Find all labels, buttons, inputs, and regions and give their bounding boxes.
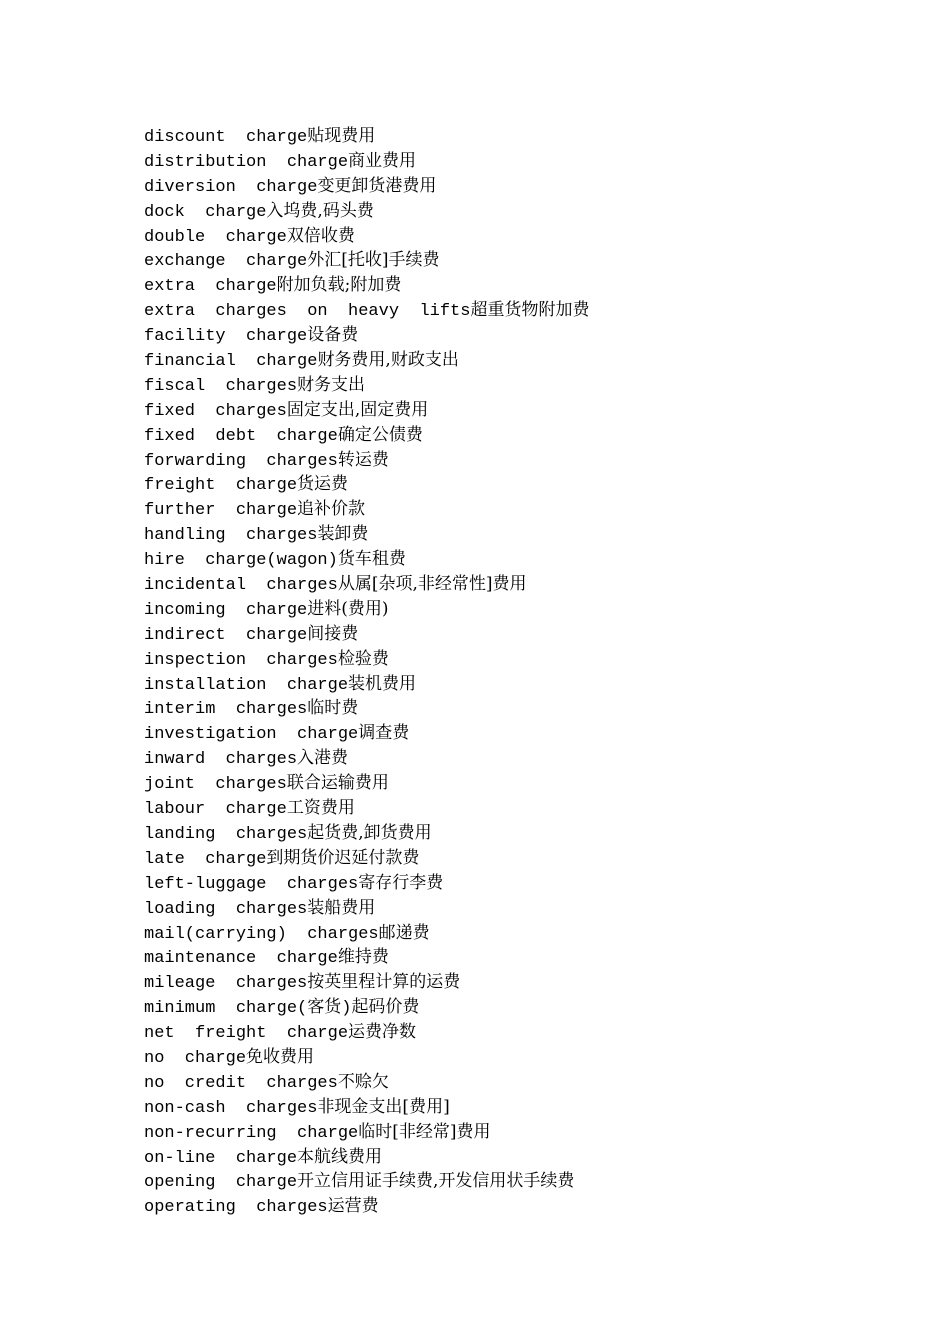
english-term: on-line charge	[144, 1148, 298, 1168]
chinese-translation: 装卸费	[317, 524, 369, 545]
glossary-entry	[144, 896, 589, 921]
chinese-translation: 入坞费,码头费	[266, 200, 374, 221]
english-term: distribution charge	[144, 152, 349, 172]
glossary-entry	[144, 721, 589, 746]
glossary-entry	[144, 248, 589, 273]
chinese-translation: 运营费	[327, 1196, 379, 1217]
chinese-translation: 调查费	[358, 723, 410, 744]
english-term: inspection charges	[144, 650, 338, 670]
chinese-translation: 商业费用	[348, 150, 417, 171]
chinese-translation: 检验费	[337, 648, 389, 669]
english-term: no credit charges	[144, 1073, 338, 1093]
glossary-entry	[144, 174, 589, 199]
glossary-entry	[144, 273, 589, 298]
glossary-entry	[144, 423, 589, 448]
chinese-translation: 联合运输费用	[286, 773, 389, 794]
english-term: opening charge	[144, 1173, 298, 1193]
english-term: dock charge	[144, 202, 267, 222]
chinese-translation: 临时[非经常]费用	[358, 1121, 491, 1142]
english-term: indirect charge	[144, 625, 308, 645]
glossary-entry	[144, 1070, 589, 1095]
chinese-translation: 非现金支出[费用]	[317, 1096, 450, 1117]
glossary-entry	[144, 771, 589, 796]
glossary-entry	[144, 746, 589, 771]
glossary-entry	[144, 572, 589, 597]
english-term: double charge	[144, 227, 287, 247]
chinese-translation: 进料(费用)	[307, 598, 389, 619]
english-term: non-recurring charge	[144, 1123, 359, 1143]
english-term: operating charges	[144, 1198, 328, 1218]
chinese-translation: 装机费用	[348, 673, 417, 694]
chinese-translation: 邮递费	[378, 922, 430, 943]
glossary-entry	[144, 547, 589, 572]
chinese-translation: 固定支出,固定费用	[286, 399, 429, 420]
english-term: left-luggage charges	[144, 874, 359, 894]
glossary-entry	[144, 124, 589, 149]
english-term: extra charges on heavy lifts	[144, 302, 471, 322]
chinese-translation: 货运费	[297, 474, 349, 495]
english-term: freight charge	[144, 476, 298, 496]
chinese-translation: 运费净数	[348, 1022, 417, 1043]
glossary-entry	[144, 622, 589, 647]
glossary-entry	[144, 1120, 589, 1145]
glossary-entry	[144, 696, 589, 721]
chinese-translation: 按英里程计算的运费	[307, 972, 461, 993]
english-term: maintenance charge	[144, 949, 338, 969]
english-term: further charge	[144, 501, 298, 521]
chinese-translation: 免收费用	[246, 1046, 315, 1067]
glossary-entry	[144, 846, 589, 871]
glossary-entry	[144, 1020, 589, 1045]
english-term: mail(carrying) charges	[144, 924, 379, 944]
chinese-translation: 开立信用证手续费,开发信用状手续费	[297, 1171, 575, 1192]
english-term: fixed debt charge	[144, 426, 338, 446]
glossary-entry	[144, 1045, 589, 1070]
glossary-entry	[144, 1145, 589, 1170]
glossary-entry	[144, 1095, 589, 1120]
chinese-translation: 寄存行李费	[358, 872, 444, 893]
chinese-translation: 装船费用	[307, 897, 376, 918]
english-term: exchange charge	[144, 252, 308, 272]
glossary-entry	[144, 597, 589, 622]
chinese-translation: 确定公债费	[337, 424, 423, 445]
english-term: extra charge	[144, 277, 277, 297]
english-term: fixed charges	[144, 401, 287, 421]
chinese-translation: 到期货价迟延付款费	[266, 847, 420, 868]
english-term: forwarding charges	[144, 451, 338, 471]
english-term: mileage charges	[144, 974, 308, 994]
glossary-entry	[144, 448, 589, 473]
chinese-translation: 财务费用,财政支出	[317, 350, 459, 371]
chinese-translation: 本航线费用	[297, 1146, 383, 1167]
chinese-translation: 财务支出	[297, 374, 366, 395]
glossary-entry	[144, 970, 589, 995]
glossary-entry	[144, 921, 589, 946]
english-term: financial charge	[144, 352, 318, 372]
chinese-translation: 追补价款	[297, 499, 366, 520]
english-term: fiscal charges	[144, 376, 298, 396]
english-term: investigation charge	[144, 725, 359, 745]
english-term: joint charges	[144, 775, 287, 795]
english-term: loading charges	[144, 899, 308, 919]
chinese-translation: 变更卸货港费用	[317, 175, 437, 196]
glossary-entry	[144, 348, 589, 373]
chinese-translation: 贴现费用	[307, 126, 376, 146]
glossary-entry	[144, 647, 589, 672]
chinese-translation: 设备费	[307, 325, 359, 346]
glossary-entry	[144, 323, 589, 348]
chinese-translation: 间接费	[307, 623, 359, 644]
glossary-entry	[144, 522, 589, 547]
glossary-entry	[144, 821, 589, 846]
glossary-entry	[144, 497, 589, 522]
english-term: inward charges	[144, 750, 298, 770]
english-term: net freight charge	[144, 1024, 349, 1044]
english-term: hire charge(wagon)	[144, 551, 338, 571]
chinese-translation: 转运费	[337, 449, 389, 470]
chinese-translation: 外汇[托收]手续费	[307, 250, 440, 271]
glossary-entry	[144, 1169, 589, 1194]
english-term: incoming charge	[144, 600, 308, 620]
chinese-translation: 附加负载;附加费	[276, 275, 402, 296]
chinese-translation: 起货费,卸货费用	[307, 822, 432, 843]
chinese-translation: 双倍收费	[286, 225, 355, 246]
chinese-translation: 货车租费	[337, 549, 406, 570]
english-term: installation charge	[144, 675, 349, 695]
glossary-entry	[144, 149, 589, 174]
english-term: no charge	[144, 1048, 247, 1068]
glossary-entry	[144, 796, 589, 821]
english-term: discount charge	[144, 128, 308, 147]
english-term: handling charges	[144, 526, 318, 546]
glossary-entry	[144, 945, 589, 970]
glossary-entry	[144, 672, 589, 697]
chinese-translation: 入港费	[297, 748, 349, 769]
chinese-translation: 维持费	[337, 947, 389, 968]
english-term: interim charges	[144, 700, 308, 720]
glossary-entry	[144, 199, 589, 224]
chinese-translation: 工资费用	[286, 798, 355, 819]
english-term: facility charge	[144, 327, 308, 347]
glossary-entry	[144, 472, 589, 497]
chinese-translation: 起码价费	[351, 997, 420, 1018]
glossary-entry	[144, 398, 589, 423]
glossary-entry	[144, 224, 589, 249]
chinese-translation: 临时费	[307, 698, 359, 719]
english-term: landing charges	[144, 824, 308, 844]
chinese-translation: 不赊欠	[337, 1071, 389, 1092]
english-term: labour charge	[144, 800, 287, 820]
glossary-entry	[144, 871, 589, 896]
english-term: incidental charges	[144, 576, 338, 596]
glossary-entry	[144, 995, 589, 1020]
chinese-translation: 超重货物附加费	[470, 300, 590, 321]
glossary-entry	[144, 298, 589, 323]
glossary-list	[144, 124, 589, 1219]
english-term: minimum charge(客货)	[144, 999, 352, 1019]
glossary-entry	[144, 373, 589, 398]
glossary-entry	[144, 1194, 589, 1219]
english-term: diversion charge	[144, 177, 318, 197]
english-term: late charge	[144, 849, 267, 869]
chinese-translation: 从属[杂项,非经常性]费用	[337, 574, 527, 595]
english-term: non-cash charges	[144, 1098, 318, 1118]
